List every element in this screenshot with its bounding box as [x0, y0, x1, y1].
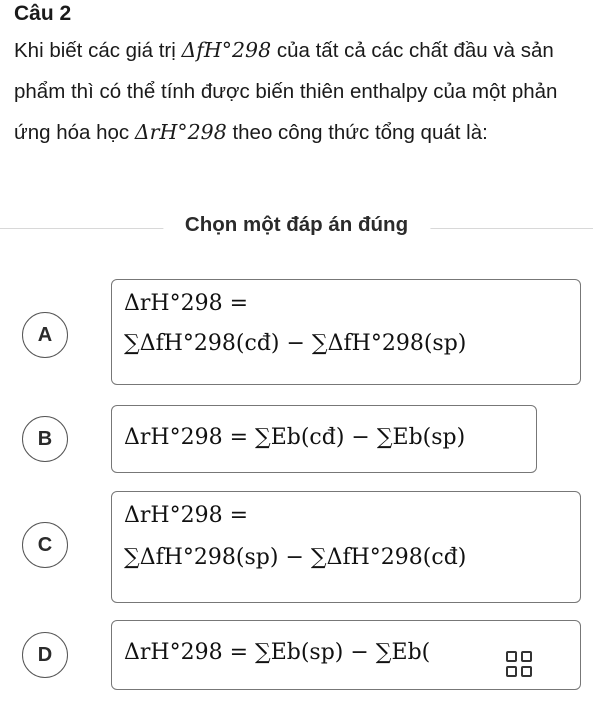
option-b-line-1: ΔrH°298 = ∑Eb(cđ) − ∑Eb(sp): [124, 425, 466, 450]
option-c-box[interactable]: [111, 491, 581, 603]
option-a-line-1: ΔrH°298 =: [124, 291, 249, 316]
option-c-letter[interactable]: C: [22, 522, 68, 568]
grid-icon-cell: [506, 651, 517, 662]
reaction-enthalpy-symbol: ΔrH°298: [134, 120, 227, 144]
question-text-part-2: của tất cả các chất đầu và sản phẩm thì có thể tính được biến thiên enthalpy của một phản ứng hóa học: [14, 39, 558, 144]
question-text-part-1: Khi biết các giá trị: [14, 39, 182, 62]
grid-icon-cell: [521, 651, 532, 662]
option-c-line-1: ΔrH°298 =: [124, 503, 249, 528]
grid-icon[interactable]: [506, 651, 536, 681]
option-d-line-1: ΔrH°298 = ∑Eb(sp) − ∑Eb(: [124, 640, 431, 665]
option-b-letter[interactable]: B: [22, 416, 68, 462]
question-text-part-3: theo công thức tổng quát là:: [226, 121, 488, 144]
question-title: Câu 2: [14, 2, 72, 25]
question-text: [14, 30, 580, 153]
option-c-line-2: ∑ΔfH°298(sp) − ∑ΔfH°298(cđ): [124, 545, 467, 570]
option-b-box[interactable]: [111, 405, 537, 473]
option-d-letter[interactable]: D: [22, 632, 68, 678]
grid-icon-cell: [506, 666, 517, 677]
option-a-box[interactable]: [111, 279, 581, 385]
option-a-letter[interactable]: A: [22, 312, 68, 358]
grid-icon-cell: [521, 666, 532, 677]
option-a-line-2: ∑ΔfH°298(cđ) − ∑ΔfH°298(sp): [124, 331, 467, 356]
formation-enthalpy-symbol: ΔfH°298: [181, 38, 272, 62]
answer-instruction: Chọn một đáp án đúng: [163, 213, 430, 237]
